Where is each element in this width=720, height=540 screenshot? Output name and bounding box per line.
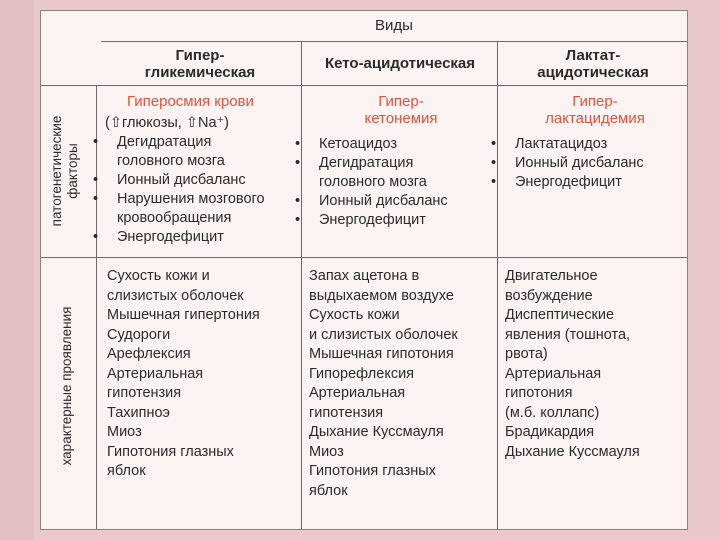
list-item: яблок (309, 482, 348, 499)
list-item: Артериальная (107, 365, 204, 382)
list-item: выдыхаемом воздухе (309, 287, 454, 304)
list-item: Гипорефлексия (309, 365, 415, 382)
header-divider (101, 41, 687, 42)
list-item: рвота) (505, 346, 548, 362)
list-item: Сухость кожи и (107, 268, 210, 284)
list-item: • Кетоацидоз (295, 136, 398, 152)
factor-title (307, 93, 495, 127)
list-item-continuation: головного мозга (117, 153, 225, 169)
column-divider-1 (301, 41, 302, 529)
list-item: • Ионный дисбаланс (93, 172, 246, 188)
list-item: яблок (107, 463, 146, 479)
list-item: Артериальная (505, 365, 602, 382)
list-item: • Энергодефицит (491, 174, 622, 190)
list-item: явления (тошнота, (505, 326, 631, 343)
column-header-line2: гликемическая (144, 64, 256, 81)
list-item: Мышечная гипертония (107, 307, 260, 323)
list-item: • Ионный дисбаланс (491, 155, 644, 171)
row-label-manifestations (59, 261, 75, 511)
column-header-line1: Гипер- (175, 47, 225, 64)
list-item: • Дегидратация (295, 155, 414, 171)
list-item: Дыхание Куссмауля (505, 443, 640, 460)
list-item: гипотония (505, 385, 573, 401)
list-item: Мышечная гипотония (309, 346, 454, 362)
views-header: Виды (375, 17, 413, 34)
list-item: • Дегидратация (93, 134, 212, 150)
pathogenetic-cell-ketoacidotic (295, 93, 495, 230)
row-label-line1: характерные проявления (59, 306, 74, 466)
factor-title: Гиперосмия крови (127, 93, 254, 110)
comparison-table (40, 10, 688, 530)
row-divider (41, 257, 687, 258)
column-header-hyperglycemic (101, 47, 299, 81)
row-label-pathogenetic (49, 91, 81, 251)
list-item: Тахипноэ (107, 404, 170, 421)
list-item: Миоз (309, 443, 344, 460)
list-item: возбуждение (505, 287, 593, 304)
list-item: Гипотония глазных (309, 463, 436, 479)
manifestations-cell-hyperglycemic (107, 267, 299, 482)
list-item: гипотензия (309, 404, 384, 421)
list-item: Запах ацетона в (309, 268, 420, 284)
pathogenetic-cell-hyperglycemic (93, 93, 299, 247)
factor-subtitle: (⇧глюкозы, ⇧Na⁺) (105, 115, 229, 131)
manifestations-cell-ketoacidotic (309, 267, 497, 501)
column-header-ketoacidotic (303, 55, 497, 72)
factor-title-line1: Гипер- (572, 93, 618, 110)
list-item: Миоз (107, 424, 142, 440)
column-header-line1: Лактат- (565, 47, 621, 64)
list-item: Дыхание Куссмауля (309, 424, 444, 440)
list-item: и слизистых оболочек (309, 326, 458, 343)
list-item: Артериальная (309, 385, 406, 401)
list-item: Судороги (107, 326, 171, 343)
factor-title-line1: Гипер- (378, 93, 424, 110)
list-item: Диспептические (505, 307, 615, 323)
list-item: Брадикардия (505, 424, 595, 440)
list-item-continuation: кровообращения (117, 210, 232, 226)
list-item: • Ионный дисбаланс (295, 193, 448, 209)
factor-title-line2: лактацидемия (545, 110, 645, 127)
list-item: • Лактатацидоз (491, 136, 608, 152)
column-divider-2 (497, 41, 498, 529)
list-item: Арефлексия (107, 346, 191, 362)
row-label-line1: патогенетические (49, 115, 64, 227)
pathogenetic-cell-lactacidotic (491, 93, 687, 192)
list-item: (м.б. коллапс) (505, 404, 600, 421)
column-header-line2: ацидотическая (537, 64, 649, 81)
list-item: Двигательное (505, 268, 598, 284)
column-header-line1: Кето-ацидотическая (324, 55, 476, 72)
list-item: • Энергодефицит (295, 212, 426, 228)
factor-title (503, 93, 687, 127)
list-item: слизистых оболочек (107, 287, 244, 304)
list-item: • Энергодефицит (93, 229, 224, 245)
manifestations-cell-lactacidotic (505, 267, 687, 462)
header-bottom-line (41, 85, 687, 86)
list-item: Гипотония глазных (107, 443, 234, 460)
list-item: Сухость кожи (309, 307, 400, 323)
list-item: • Нарушения мозгового (93, 191, 265, 207)
row-label-line2: факторы (65, 143, 80, 199)
factor-title-line2: кетонемия (364, 110, 438, 127)
column-header-lactacidotic (499, 47, 687, 81)
list-item-continuation: головного мозга (319, 174, 427, 190)
page-margin (0, 0, 34, 540)
list-item: гипотензия (107, 385, 182, 401)
